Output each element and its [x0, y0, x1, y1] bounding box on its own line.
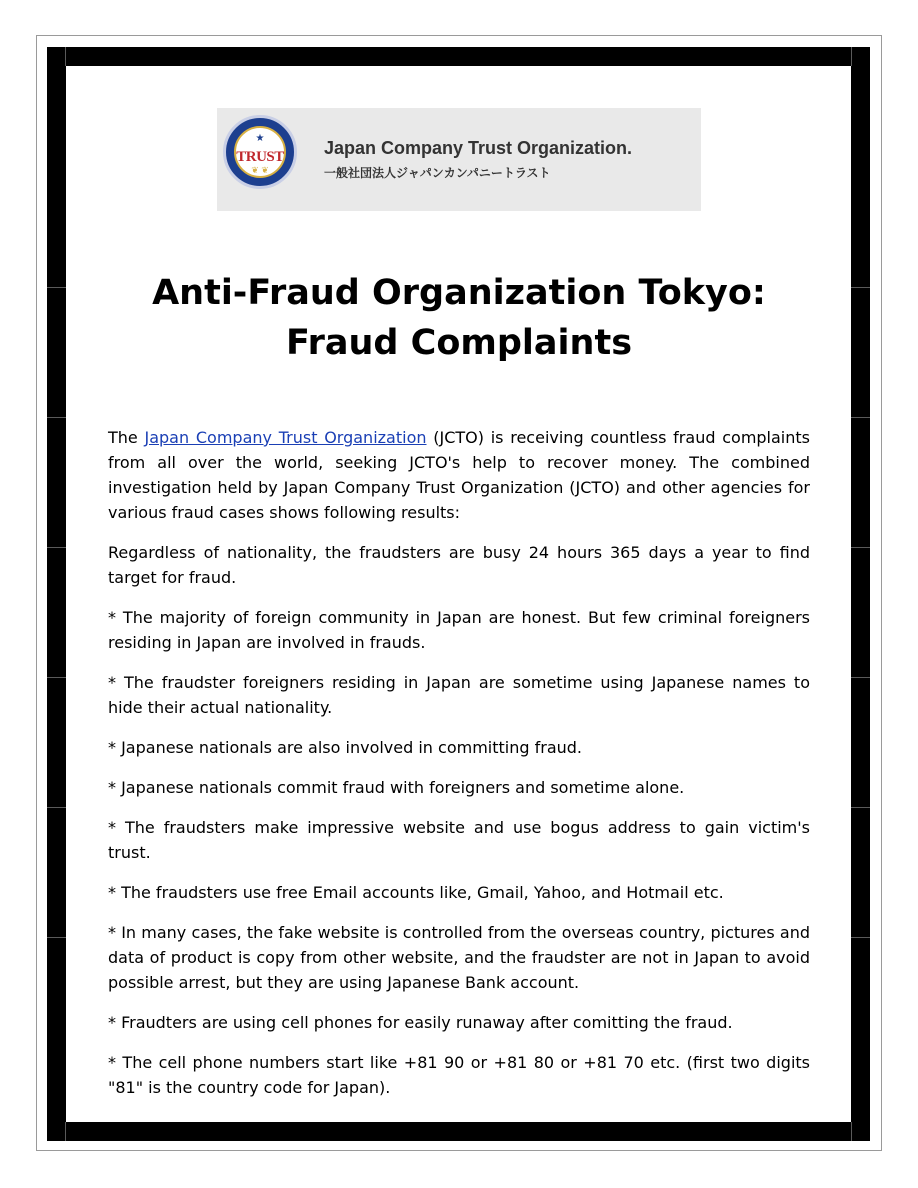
frame-tick — [851, 1122, 852, 1141]
frame-tick — [851, 937, 870, 938]
list-item: * The fraudsters use free Email accounts like, Gmail, Yahoo, and Hotmail etc. — [108, 883, 724, 902]
list-item: * Japanese nationals are also involved in committing fraud. — [108, 738, 582, 757]
frame-tick — [851, 547, 870, 548]
trust-seal-icon — [223, 115, 297, 189]
seal-emblem-icon: ★ — [255, 133, 265, 144]
seal-text: TRUST — [236, 149, 284, 165]
frame-tick — [47, 677, 66, 678]
frame-tick — [65, 1122, 66, 1141]
intro-paragraph — [108, 425, 810, 525]
frame-tick — [47, 287, 66, 288]
list-item: * Japanese nationals commit fraud with foreigners and sometime alone. — [108, 778, 685, 797]
list-item: * Fraudters are using cell phones for easily runaway after comitting the fraud. — [108, 1013, 733, 1032]
list-item: * The cell phone numbers start like +81 90 or +81 80 or +81 70 etc. (first two digits "81" is the country code for Japan). — [108, 1053, 810, 1097]
list-item: * The fraudster foreigners residing in Japan are sometime using Japanese names to hide their actual nationality. — [108, 673, 810, 717]
organization-logo — [217, 108, 701, 211]
frame-tick — [851, 807, 870, 808]
frame-tick — [851, 417, 870, 418]
intro-text-rest: (JCTO) is receiving countless fraud complaints from all over the world, seeking JCTO's help to recover money. The combined investigation held by Japan Company Trust Organization (JCTO) and other agencies for various fraud cases shows following results: — [108, 428, 811, 522]
frame-tick — [47, 547, 66, 548]
frame-tick — [851, 47, 852, 66]
frame-tick — [851, 677, 870, 678]
paragraph-nationality: Regardless of nationality, the fraudsters are busy 24 hours 365 days a year to find target for fraud. — [108, 543, 810, 587]
laurel-icon: ❦ ❦ — [251, 165, 269, 175]
page-title: Anti-Fraud Organization Tokyo: Fraud Complaints — [152, 273, 766, 363]
jcto-link[interactable]: Japan Company Trust Organization — [144, 428, 427, 447]
list-item: * The fraudsters make impressive website and use bogus address to gain victim's trust. — [108, 818, 810, 862]
list-item: * The majority of foreign community in Japan are honest. But few criminal foreigners residing in Japan are involved in frauds. — [108, 608, 810, 652]
frame-tick — [65, 47, 66, 66]
frame-tick — [851, 287, 870, 288]
frame-tick — [47, 417, 66, 418]
logo-organization-name: Japan Company Trust Organization. — [324, 138, 633, 158]
logo-japanese-name: 一般社団法人ジャパンカンパニートラスト — [324, 166, 551, 180]
intro-text-start: The — [108, 428, 145, 447]
list-item: * In many cases, the fake website is controlled from the overseas country, pictures and data of product is copy from other website, and the fraudster are not in Japan to avoid possible arrest, but they are using Japanese Bank account. — [108, 923, 810, 992]
frame-tick — [47, 937, 66, 938]
article-body — [108, 425, 810, 1115]
seal-inner-ring — [234, 126, 286, 178]
frame-tick — [47, 807, 66, 808]
